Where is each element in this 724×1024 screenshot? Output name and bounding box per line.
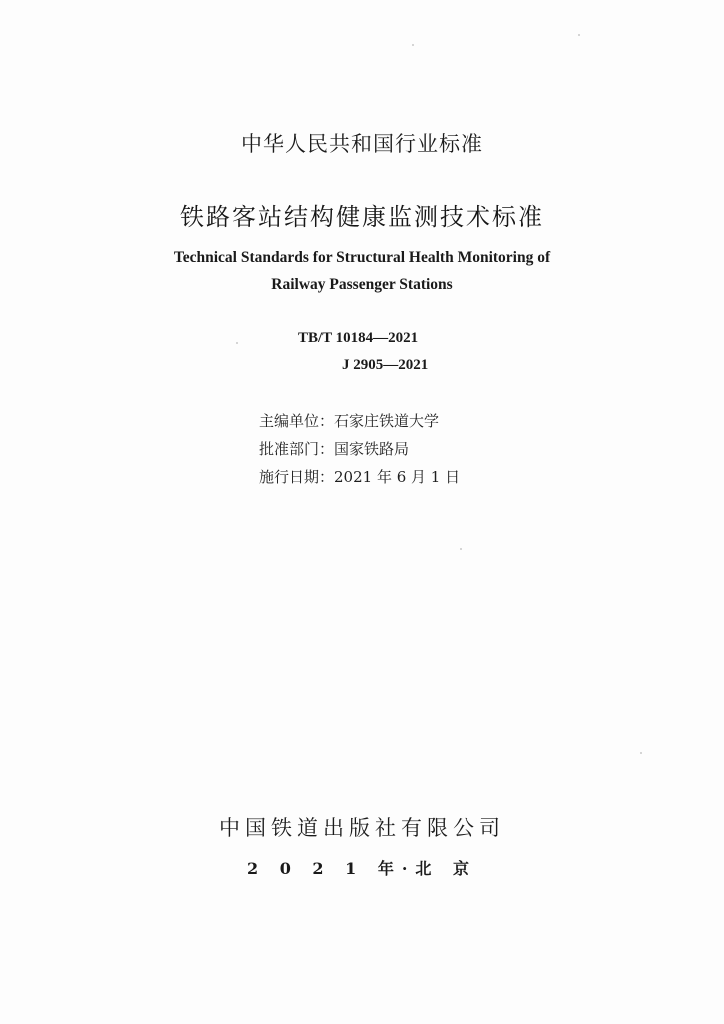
- scan-speck: [460, 548, 462, 550]
- publisher-name: 中国铁道出版社有限公司: [219, 816, 505, 840]
- record-number: J 2905—2021: [342, 357, 429, 373]
- publish-year-place: 2 0 2 1 年·北 京: [247, 859, 477, 878]
- effective-date: 施行日期：2021 年 6 月 1 日: [259, 468, 461, 486]
- title-english-line2: Railway Passenger Stations: [271, 276, 453, 293]
- standard-number: TB/T 10184—2021: [298, 330, 419, 346]
- editor-unit: 主编单位：石家庄铁道大学: [259, 412, 440, 430]
- approval-department: 批准部门：国家铁路局: [259, 440, 410, 458]
- title-english-line1: Technical Standards for Structural Health Monitoring of: [173, 249, 551, 266]
- scan-speck: [412, 44, 414, 46]
- scan-speck: [640, 752, 642, 754]
- industry-standard-heading: 中华人民共和国行业标准: [241, 132, 483, 156]
- title-chinese: 铁路客站结构健康监测技术标准: [180, 203, 544, 231]
- scan-speck: [578, 34, 580, 36]
- scan-speck: [236, 342, 238, 344]
